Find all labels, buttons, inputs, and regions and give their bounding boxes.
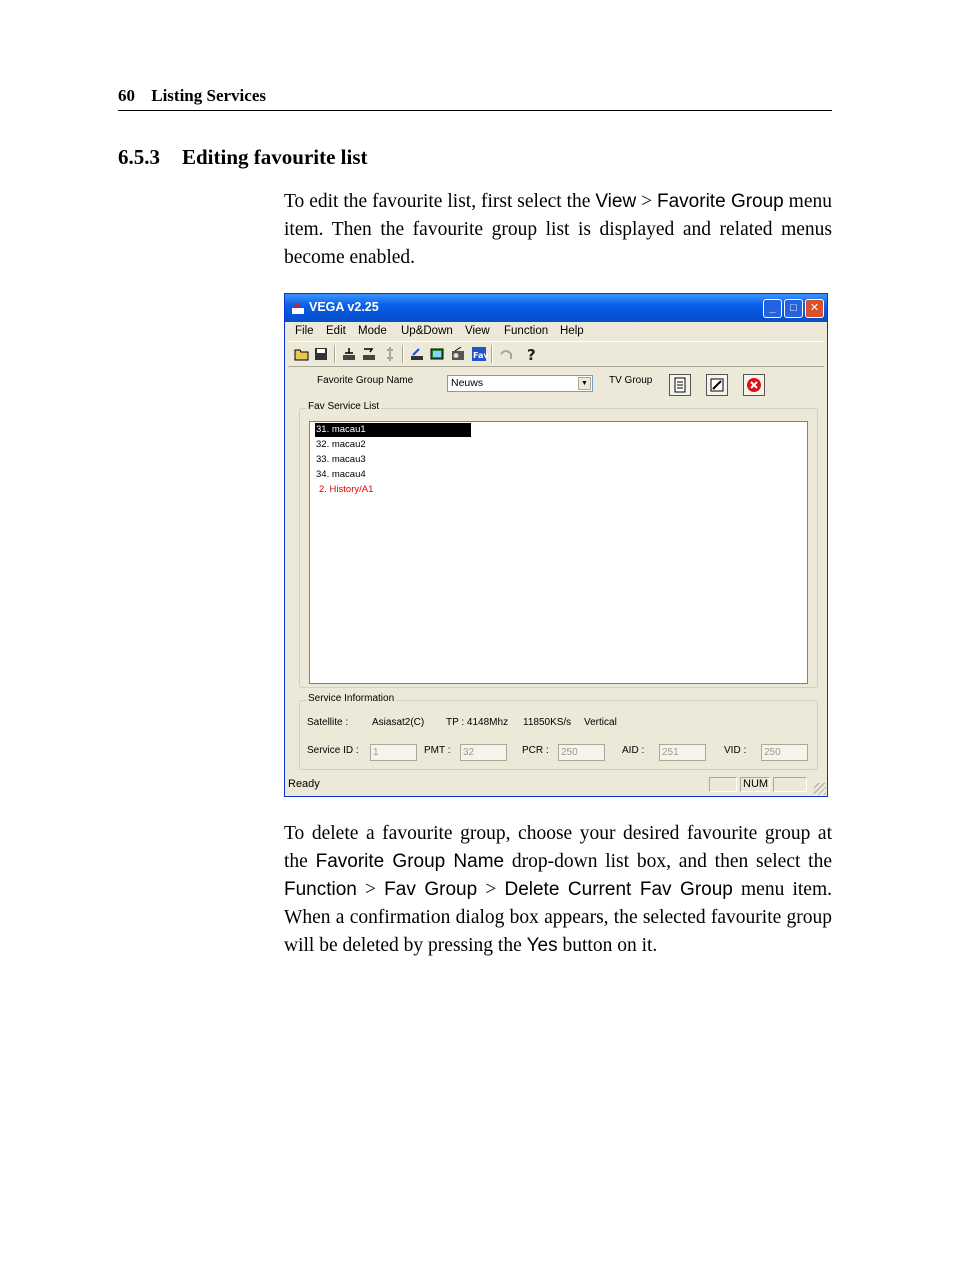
satellite-icon[interactable] xyxy=(409,346,425,362)
maximize-button[interactable]: □ xyxy=(784,299,803,318)
ui-ref-fav-group: Fav Group xyxy=(384,879,478,900)
symbol-rate: 11850KS/s xyxy=(523,717,572,728)
status-panel xyxy=(709,777,737,792)
ui-ref-favorite-group: Favorite Group xyxy=(657,191,784,212)
aid-field[interactable]: 251 xyxy=(659,744,706,761)
text: > xyxy=(636,191,657,212)
text: > xyxy=(477,879,505,900)
menu-function[interactable]: Function xyxy=(504,325,549,337)
edit-icon xyxy=(707,375,727,395)
svg-text:Fav: Fav xyxy=(473,351,489,360)
toolbar-separator xyxy=(334,345,336,363)
text: drop-down list box, and then select the xyxy=(504,851,832,872)
toolbar xyxy=(288,341,824,367)
title-bar[interactable] xyxy=(285,294,827,322)
text: To delete a favourite group, choose your desired favourite group at the xyxy=(284,823,832,872)
tp-value: TP : 4148Mhz xyxy=(446,717,509,728)
pmt-field[interactable]: 32 xyxy=(460,744,507,761)
section-heading xyxy=(118,145,368,170)
page-number: 60 xyxy=(118,86,135,105)
service-id-label: Service ID : xyxy=(307,745,359,756)
svg-text:?: ? xyxy=(527,346,536,364)
num-indicator: NUM xyxy=(740,777,770,792)
tv-icon[interactable] xyxy=(429,346,445,362)
chevron-down-icon[interactable]: ▼ xyxy=(578,377,591,390)
help-icon[interactable] xyxy=(523,346,539,362)
ui-ref-favorite-group-name: Favorite Group Name xyxy=(315,851,505,872)
save-icon[interactable] xyxy=(313,346,329,362)
close-button[interactable]: ✕ xyxy=(805,299,824,318)
fav-icon[interactable] xyxy=(471,346,487,362)
menu-bar xyxy=(285,322,827,340)
vega-window xyxy=(284,293,828,797)
open-folder-icon[interactable] xyxy=(294,346,310,362)
delete-paragraph xyxy=(284,820,832,960)
vid-label: VID : xyxy=(724,745,747,756)
status-text: Ready xyxy=(288,778,320,790)
satellite-value: Asiasat2(C) xyxy=(372,717,425,728)
tv-group-label: TV Group xyxy=(609,375,653,386)
text: button on it. xyxy=(557,935,658,956)
minimize-button[interactable]: _ xyxy=(763,299,782,318)
intro-paragraph xyxy=(284,188,832,272)
edit-button[interactable] xyxy=(706,374,728,396)
ui-ref-function: Function xyxy=(284,879,357,900)
app-icon xyxy=(291,301,305,315)
satellite-label: Satellite : xyxy=(307,717,349,728)
radio-icon[interactable] xyxy=(450,346,466,362)
window-title: VEGA v2.25 xyxy=(309,300,379,314)
text: menu item. When a confirmation dialog box appears, the selected favourite group will be deleted by pressing the xyxy=(284,879,832,956)
pcr-field[interactable]: 250 xyxy=(558,744,605,761)
list-item[interactable]: 32. macau2 xyxy=(316,439,366,450)
text: menu item. Then the favourite group list is displayed and related menus become enabled. xyxy=(284,191,832,268)
text: > xyxy=(356,879,385,900)
ui-ref-delete-current-fav-group: Delete Current Fav Group xyxy=(504,879,733,900)
list-button[interactable] xyxy=(669,374,691,396)
favorite-group-value: Neuws xyxy=(451,377,484,389)
section-title: Editing favourite list xyxy=(182,145,368,169)
ui-ref-view: View xyxy=(595,191,637,212)
transfer-disabled-icon[interactable] xyxy=(382,346,398,362)
delete-button[interactable] xyxy=(743,374,765,396)
ui-ref-yes: Yes xyxy=(526,935,558,956)
aid-label: AID : xyxy=(622,745,645,756)
service-information-title: Service Information xyxy=(308,693,395,704)
chapter-title: Listing Services xyxy=(151,86,266,105)
favorite-group-combo[interactable] xyxy=(447,375,593,392)
undo-disabled-icon[interactable] xyxy=(498,346,514,362)
status-panel xyxy=(773,777,807,792)
menu-edit[interactable]: Edit xyxy=(326,325,346,337)
fav-service-list-title: Fav Service List xyxy=(308,401,380,412)
menu-file[interactable]: File xyxy=(295,325,314,337)
polarization: Vertical xyxy=(584,717,617,728)
menu-mode[interactable]: Mode xyxy=(358,325,387,337)
text: To edit the favourite list, first select the xyxy=(284,191,596,212)
list-item[interactable]: 31. macau1 xyxy=(315,423,471,437)
list-item[interactable]: 34. macau4 xyxy=(316,469,366,480)
list-item[interactable]: 33. macau3 xyxy=(316,454,366,465)
menu-updown[interactable]: Up&Down xyxy=(401,325,453,337)
service-id-field[interactable]: 1 xyxy=(370,744,417,761)
favorite-group-name-label: Favorite Group Name xyxy=(317,375,414,386)
toolbar-separator xyxy=(491,345,493,363)
resize-grip[interactable] xyxy=(814,783,826,795)
list-item[interactable]: 2. History/A1 xyxy=(319,484,374,495)
menu-help[interactable]: Help xyxy=(560,325,584,337)
delete-icon xyxy=(744,375,764,395)
download-icon[interactable] xyxy=(361,346,377,362)
vid-field[interactable]: 250 xyxy=(761,744,808,761)
menu-view[interactable]: View xyxy=(465,325,490,337)
upload-icon[interactable] xyxy=(341,346,357,362)
list-icon xyxy=(670,375,690,395)
fav-service-listbox[interactable] xyxy=(309,421,808,684)
pmt-label: PMT : xyxy=(424,745,451,756)
section-number: 6.5.3 xyxy=(118,145,160,169)
running-head xyxy=(118,86,832,111)
pcr-label: PCR : xyxy=(522,745,549,756)
toolbar-separator xyxy=(402,345,404,363)
